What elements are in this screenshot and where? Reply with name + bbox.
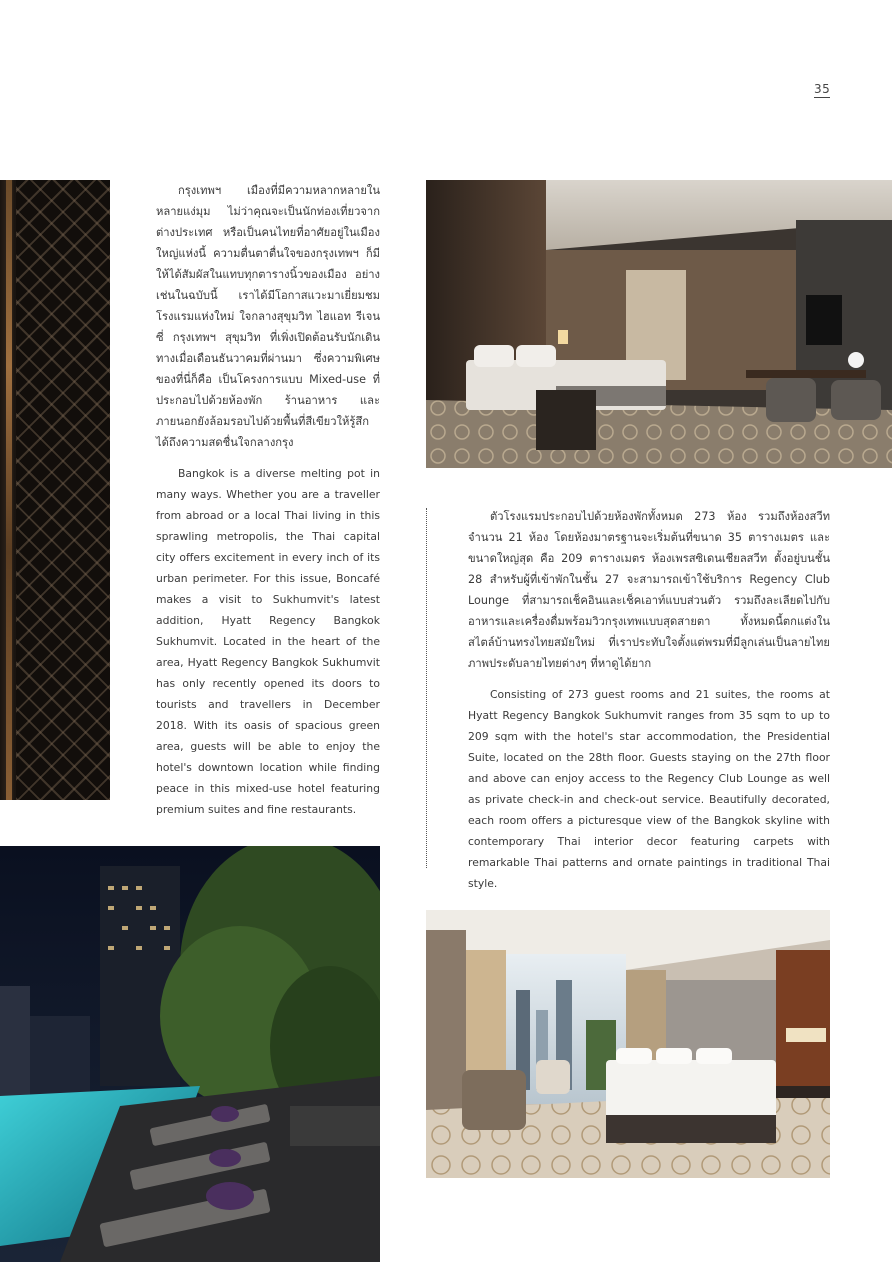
pool-photo	[0, 846, 380, 1262]
rooms-text-column	[468, 506, 830, 904]
thai-rooms-paragraph: ตัวโรงแรมประกอบไปด้วยห้องพักทั้งหมด 273 ห้อง รวมถึงห้องสวีทจำนวน 21 ห้อง โดยห้องมาตรฐานจะเริ่มต้นที่ขนาด 35 ตารางเมตร และขนาดใหญ่สุด คือ 209 ตารางเมตร ห้องเพรสซิเดนเชียลสวีท ตั้งอยู่บนชั้น 28 สำหรับผู้ที่เข้าพักในชั้น 27 จะสามารถเข้าใช้บริการ Regency Club Lounge ที่สามารถเช็คอินและเช็คเอาท์แบบส่วนตัว รวมถึงละเลียดไปกับอาหารและเครื่องดื่มพร้อมวิวกรุงเทพแบบสุดสายตา ทั้งหมดนี้ตกแต่งในสไตล์บ้านทรงไทยสมัยใหม่ ที่เราประทับใจตั้งแต่พรมที่มีลูกเล่นเป็นลายไทย ภาพประดับลายไทยต่างๆ ที่หาดูได้ยาก	[468, 510, 830, 670]
lattice-pattern	[16, 180, 110, 800]
intro-text-column	[156, 180, 380, 830]
bedroom-photo-2	[426, 910, 830, 1178]
dotted-divider	[426, 508, 427, 868]
decorative-lattice-photo	[0, 180, 110, 800]
gold-trim	[6, 180, 12, 800]
english-rooms-paragraph: Consisting of 273 guest rooms and 21 suites, the rooms at Hyatt Regency Bangkok Sukhumvit ranges from 35 sqm to up to 209 sqm with the hotel's star accommodation, the Presidential Suite, located on the 28th floor. Guests staying on the 27th floor and above can enjoy access to the Regency Club Lounge as well as private check-in and check-out service. Beautifully decorated, each room offers a picturesque view of the Bangkok skyline with contemporary Thai interior decor featuring carpets with remarkable Thai patterns and ornate paintings in traditional Thai style.	[468, 688, 830, 890]
thai-intro-paragraph: กรุงเทพฯ เมืองที่มีความหลากหลายในหลายแง่มุม ไม่ว่าคุณจะเป็นนักท่องเที่ยวจากต่างประเทศ หรือเป็นคนไทยที่อาศัยอยู่ในเมืองใหญ่แห่งนี้ ความตื่นตาตื่นใจของกรุงเทพฯ ก็มีให้ได้สัมผัสในแทบทุกตารางนิ้วของเมือง อย่างเช่นในฉบับนี้ เราได้มีโอกาสแวะมาเยี่ยมชมโรงแรมแห่งใหม่ ใจกลางสุขุมวิท ไฮแอท รีเจนซี่ กรุงเทพฯ สุขุมวิท ที่เพิ่งเปิดต้อนรับนักเดินทางเมื่อเดือนธันวาคมที่ผ่านมา ซึ่งความพิเศษของที่นี่ก็คือ เป็นโครงการแบบ Mixed-use ที่ประกอบไปด้วยห้องพัก ร้านอาหาร และภายนอกยังล้อมรอบไปด้วยพื้นที่สีเขียวให้รู้สึกได้ถึงความสดชื่นใจกลางกรุง	[156, 184, 380, 449]
bedroom-photo-1	[426, 180, 892, 468]
page-number: 35	[814, 82, 831, 96]
english-intro-paragraph: Bangkok is a diverse melting pot in many ways. Whether you are a traveller from abroad or a local Thai living in this sprawling metropolis, the Thai capital city offers excitement in every inch of its urban perimeter. For this issue, Boncafé makes a visit to Sukhumvit's latest addition, Hyatt Regency Bangkok Sukhumvit. Located in the heart of the area, Hyatt Regency Bangkok Sukhumvit has only recently opened its doors to tourists and travellers in December 2018. With its oasis of spacious green area, guests will be able to enjoy the hotel's downtown location while finding peace in this mixed-use hotel featuring premium suites and fine restaurants.	[156, 467, 380, 816]
